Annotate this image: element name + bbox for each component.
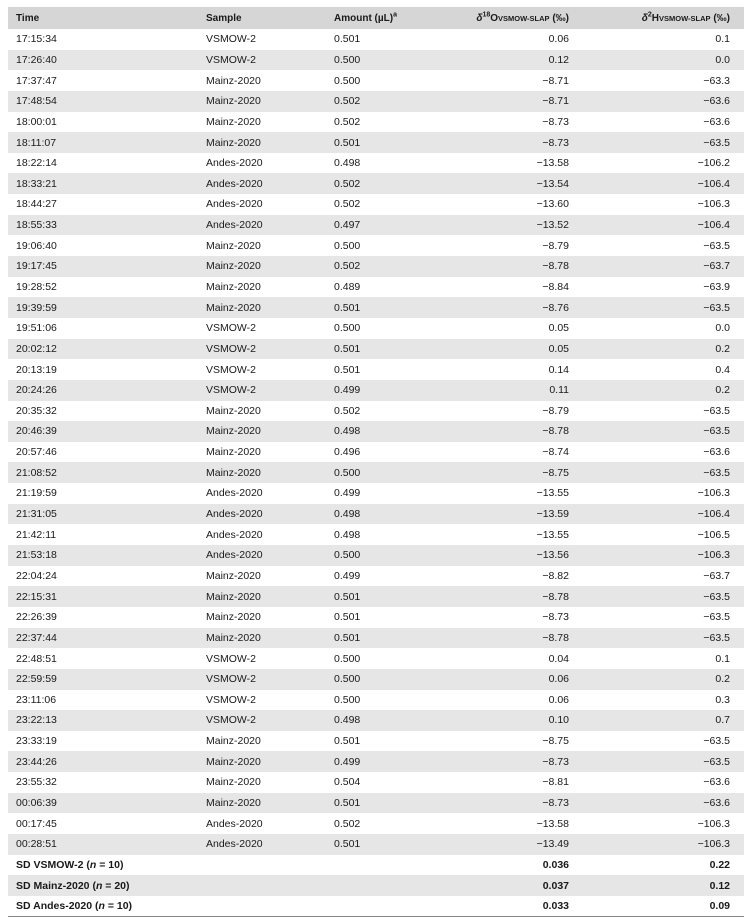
- cell-amount: 0.500: [334, 673, 361, 686]
- cell-amount: 0.496: [334, 446, 361, 459]
- cell-sample: VSMOW-2: [206, 384, 256, 397]
- cell-delta-o18: −13.58: [536, 817, 569, 830]
- table-row: [8, 524, 744, 545]
- cell-amount: 0.498: [334, 425, 361, 438]
- cell-sample: Andes-2020: [206, 817, 263, 830]
- cell-time: 21:31:05: [16, 508, 57, 521]
- table-row: [8, 91, 744, 112]
- table-row: [8, 339, 744, 360]
- cell-time: 21:53:18: [16, 549, 57, 562]
- cell-delta-h2: −63.5: [703, 425, 730, 438]
- cell-amount: 0.504: [334, 776, 361, 789]
- cell-sample: Mainz-2020: [206, 590, 261, 603]
- cell-delta-o18: 0.10: [548, 714, 569, 727]
- cell-delta-o18: 0.11: [549, 384, 569, 397]
- cell-delta-o18: −8.73: [542, 115, 569, 128]
- table-row: [8, 648, 744, 669]
- cell-sample: VSMOW-2: [206, 673, 256, 686]
- table-row: [8, 731, 744, 752]
- cell-time: 18:11:07: [16, 136, 57, 149]
- cell-delta-h2: 0.0: [715, 322, 730, 335]
- cell-sample: VSMOW-2: [206, 714, 256, 727]
- cell-time: 19:06:40: [16, 239, 57, 252]
- cell-delta-o18: −8.75: [542, 466, 569, 479]
- cell-delta-h2: −63.9: [703, 281, 730, 293]
- cell-delta-o18: 0.05: [548, 342, 569, 355]
- table-row: [8, 29, 744, 50]
- cell-amount: 0.501: [334, 590, 361, 603]
- cell-delta-o18: 0.14: [548, 363, 569, 376]
- cell-delta-o18: −8.71: [542, 74, 569, 87]
- cell-sample: Mainz-2020: [206, 74, 261, 87]
- cell-amount: 0.500: [334, 322, 361, 335]
- cell-sample: VSMOW-2: [206, 693, 256, 706]
- cell-time: 22:15:31: [16, 590, 57, 603]
- cell-time: 00:28:51: [16, 838, 57, 851]
- cell-delta-h2: 0.4: [715, 363, 730, 376]
- cell-amount: 0.502: [334, 95, 361, 108]
- cell-sample: Mainz-2020: [206, 115, 261, 128]
- cell-sample: Mainz-2020: [206, 776, 261, 789]
- cell-delta-h2: −63.7: [703, 260, 730, 273]
- cell-time: 20:35:32: [16, 404, 57, 417]
- cell-delta-h2: −106.4: [697, 177, 730, 190]
- cell-delta-o18: −8.74: [542, 446, 569, 459]
- cell-delta-h2: 0.7: [715, 714, 730, 727]
- cell-delta-o18: −13.54: [536, 177, 569, 190]
- sd-label: SD VSMOW-2 (n = 10): [16, 858, 124, 871]
- cell-delta-o18: −13.60: [536, 198, 569, 211]
- table-row: [8, 545, 744, 566]
- cell-time: 19:39:59: [16, 301, 57, 314]
- cell-amount: 0.500: [334, 549, 361, 562]
- cell-amount: 0.500: [334, 693, 361, 706]
- table-row: [8, 359, 744, 380]
- cell-amount: 0.500: [334, 74, 361, 87]
- table-row: [8, 277, 744, 298]
- cell-time: 21:08:52: [16, 466, 57, 479]
- cell-sample: Andes-2020: [206, 157, 263, 170]
- table-row: [8, 462, 744, 483]
- cell-time: 18:55:33: [16, 219, 57, 232]
- cell-amount: 0.502: [334, 260, 361, 273]
- cell-time: 18:33:21: [16, 177, 57, 190]
- cell-delta-h2: −63.5: [703, 755, 730, 768]
- cell-time: 18:44:27: [16, 198, 57, 211]
- cell-amount: 0.489: [334, 281, 361, 293]
- cell-delta-h2: −63.5: [703, 466, 730, 479]
- sd-delta-h2: 0.22: [709, 858, 730, 871]
- cell-sample: Andes-2020: [206, 219, 263, 232]
- table-row: [8, 607, 744, 628]
- cell-delta-o18: −8.84: [542, 281, 569, 293]
- cell-time: 23:55:32: [16, 776, 57, 789]
- cell-time: 23:44:26: [16, 755, 57, 768]
- cell-amount: 0.501: [334, 631, 361, 644]
- cell-sample: Mainz-2020: [206, 239, 261, 252]
- cell-amount: 0.502: [334, 177, 361, 190]
- cell-delta-o18: −8.71: [542, 95, 569, 108]
- cell-delta-h2: 0.3: [715, 693, 730, 706]
- cell-sample: Mainz-2020: [206, 136, 261, 149]
- cell-delta-h2: −63.6: [703, 446, 730, 459]
- cell-amount: 0.501: [334, 838, 361, 851]
- cell-sample: VSMOW-2: [206, 363, 256, 376]
- cell-amount: 0.502: [334, 115, 361, 128]
- cell-delta-o18: −8.81: [542, 776, 569, 789]
- cell-sample: Mainz-2020: [206, 404, 261, 417]
- cell-delta-h2: −106.3: [697, 487, 730, 500]
- cell-time: 19:51:06: [16, 322, 57, 335]
- cell-sample: Mainz-2020: [206, 611, 261, 624]
- table-row: [8, 153, 744, 174]
- cell-time: 18:00:01: [16, 115, 57, 128]
- cell-delta-o18: −8.79: [542, 239, 569, 252]
- cell-sample: VSMOW-2: [206, 322, 256, 335]
- sd-label: SD Andes-2020 (n = 10): [16, 899, 133, 912]
- cell-amount: 0.501: [334, 797, 361, 810]
- cell-delta-h2: −106.5: [697, 528, 730, 541]
- cell-delta-o18: −8.78: [542, 631, 569, 644]
- cell-sample: Andes-2020: [206, 198, 263, 211]
- cell-amount: 0.501: [334, 136, 361, 149]
- cell-sample: Mainz-2020: [206, 569, 261, 582]
- cell-amount: 0.500: [334, 652, 361, 665]
- cell-time: 20:02:12: [16, 342, 57, 355]
- cell-sample: Andes-2020: [206, 508, 263, 521]
- table-row: [8, 772, 744, 793]
- sd-delta-h2: 0.09: [709, 899, 730, 912]
- cell-time: 17:15:34: [16, 33, 57, 46]
- cell-delta-o18: 0.06: [548, 693, 569, 706]
- cell-time: 22:59:59: [16, 673, 57, 686]
- cell-delta-h2: 0.1: [715, 33, 730, 46]
- cell-sample: VSMOW-2: [206, 652, 256, 665]
- cell-delta-h2: −106.3: [697, 198, 730, 211]
- cell-delta-o18: −13.52: [536, 219, 569, 232]
- cell-delta-o18: −8.73: [542, 755, 569, 768]
- cell-delta-h2: −63.3: [703, 74, 730, 87]
- cell-amount: 0.502: [334, 817, 361, 830]
- sd-row: [8, 855, 744, 876]
- cell-time: 20:57:46: [16, 446, 57, 459]
- cell-delta-h2: 0.2: [715, 342, 730, 355]
- table-row: [8, 235, 744, 256]
- cell-delta-h2: −63.5: [703, 404, 730, 417]
- cell-delta-o18: −8.78: [542, 425, 569, 438]
- sd-delta-h2: 0.12: [709, 879, 730, 892]
- table-row: [8, 112, 744, 133]
- cell-delta-h2: −63.5: [703, 301, 730, 314]
- header-delta-h2: $\delta^2HVSMOW$-SLAP (‰): [641, 11, 730, 24]
- cell-time: 22:48:51: [16, 652, 57, 665]
- cell-delta-o18: −8.78: [542, 590, 569, 603]
- table-row: [8, 793, 744, 814]
- table-row: [8, 483, 744, 504]
- cell-time: 21:19:59: [16, 487, 57, 500]
- cell-delta-h2: −106.4: [697, 508, 730, 521]
- cell-sample: Mainz-2020: [206, 446, 261, 459]
- cell-delta-o18: −8.79: [542, 404, 569, 417]
- cell-time: 22:04:24: [16, 569, 57, 582]
- cell-delta-o18: 0.05: [548, 322, 569, 335]
- cell-amount: 0.500: [334, 239, 361, 252]
- table-row: [8, 690, 744, 711]
- cell-amount: 0.498: [334, 508, 361, 521]
- cell-delta-o18: −13.55: [536, 528, 569, 541]
- cell-sample: Mainz-2020: [206, 301, 261, 314]
- sd-row: [8, 875, 744, 896]
- cell-delta-o18: 0.04: [548, 652, 569, 665]
- cell-time: 20:13:19: [16, 363, 57, 376]
- table-row: [8, 215, 744, 236]
- cell-time: 23:11:06: [16, 693, 57, 706]
- cell-delta-h2: −106.4: [697, 219, 730, 232]
- cell-amount: 0.499: [334, 487, 361, 500]
- table-row: [8, 421, 744, 442]
- cell-sample: Mainz-2020: [206, 797, 261, 810]
- cell-delta-h2: −63.6: [703, 95, 730, 108]
- cell-sample: Mainz-2020: [206, 755, 261, 768]
- cell-amount: 0.501: [334, 301, 361, 314]
- cell-delta-h2: −63.5: [703, 136, 730, 149]
- cell-delta-h2: −63.5: [703, 239, 730, 252]
- cell-time: 19:17:45: [16, 260, 57, 273]
- cell-time: 17:48:54: [16, 95, 57, 108]
- cell-sample: Andes-2020: [206, 487, 263, 500]
- cell-delta-o18: −8.75: [542, 735, 569, 748]
- cell-amount: 0.498: [334, 528, 361, 541]
- cell-amount: 0.499: [334, 569, 361, 582]
- table-row: [8, 669, 744, 690]
- cell-sample: Mainz-2020: [206, 281, 261, 293]
- cell-delta-h2: 0.0: [715, 53, 730, 66]
- cell-time: 22:37:44: [16, 631, 57, 644]
- cell-delta-h2: −106.3: [697, 549, 730, 562]
- cell-time: 17:26:40: [16, 53, 57, 66]
- cell-delta-h2: −63.6: [703, 776, 730, 789]
- table-row: [8, 710, 744, 731]
- cell-delta-h2: 0.2: [715, 384, 730, 397]
- table-row: [8, 70, 744, 91]
- sd-label: SD Mainz-2020 (n = 20): [16, 879, 130, 892]
- cell-delta-h2: −106.3: [697, 817, 730, 830]
- cell-amount: 0.498: [334, 714, 361, 727]
- cell-delta-o18: −13.49: [536, 838, 569, 851]
- header-time: Time: [16, 12, 40, 24]
- table-row: [8, 194, 744, 215]
- cell-time: 19:28:52: [16, 281, 57, 293]
- cell-sample: Mainz-2020: [206, 735, 261, 748]
- cell-time: 23:22:13: [16, 714, 57, 727]
- table-row: [8, 256, 744, 277]
- table-row: [8, 401, 744, 422]
- cell-amount: 0.501: [334, 342, 361, 355]
- cell-amount: 0.499: [334, 755, 361, 768]
- cell-delta-o18: −13.55: [536, 487, 569, 500]
- cell-delta-o18: −13.58: [536, 157, 569, 170]
- table-row: [8, 442, 744, 463]
- cell-amount: 0.497: [334, 219, 361, 232]
- cell-delta-o18: −8.82: [542, 569, 569, 582]
- header-sample: Sample: [206, 12, 242, 24]
- cell-delta-o18: −13.56: [536, 549, 569, 562]
- isotope-data-table: [8, 7, 744, 917]
- cell-sample: Mainz-2020: [206, 466, 261, 479]
- cell-amount: 0.502: [334, 404, 361, 417]
- table-row: [8, 566, 744, 587]
- cell-delta-h2: −63.5: [703, 735, 730, 748]
- header-delta-o18: $\delta^{18}OVSMOW$-SLAP (‰): [476, 11, 569, 24]
- cell-delta-o18: −8.76: [542, 301, 569, 314]
- cell-amount: 0.502: [334, 198, 361, 211]
- cell-amount: 0.500: [334, 466, 361, 479]
- cell-amount: 0.500: [334, 53, 361, 66]
- cell-delta-h2: −106.3: [697, 838, 730, 851]
- cell-time: 20:46:39: [16, 425, 57, 438]
- cell-sample: Mainz-2020: [206, 95, 261, 108]
- cell-amount: 0.501: [334, 363, 361, 376]
- header-amount: Amount $(\mu L)^a$: [334, 11, 397, 24]
- cell-delta-o18: −13.59: [536, 508, 569, 521]
- table-body: [8, 29, 744, 917]
- cell-sample: Mainz-2020: [206, 631, 261, 644]
- cell-delta-o18: 0.06: [548, 33, 569, 46]
- cell-amount: 0.498: [334, 157, 361, 170]
- table-row: [8, 318, 744, 339]
- table-row: [8, 751, 744, 772]
- cell-delta-h2: 0.2: [715, 673, 730, 686]
- table-row: [8, 586, 744, 607]
- cell-amount: 0.501: [334, 33, 361, 46]
- cell-delta-o18: −8.73: [542, 611, 569, 624]
- cell-delta-h2: −63.5: [703, 611, 730, 624]
- cell-amount: 0.499: [334, 384, 361, 397]
- table-header: [8, 7, 744, 29]
- cell-sample: Andes-2020: [206, 177, 263, 190]
- cell-delta-o18: −8.78: [542, 260, 569, 273]
- table-row: [8, 834, 744, 855]
- table-row: [8, 173, 744, 194]
- cell-delta-h2: −63.6: [703, 797, 730, 810]
- cell-time: 21:42:11: [16, 528, 57, 541]
- cell-time: 22:26:39: [16, 611, 57, 624]
- cell-sample: Andes-2020: [206, 528, 263, 541]
- cell-delta-o18: −8.73: [542, 797, 569, 810]
- table-row: [8, 504, 744, 525]
- cell-sample: VSMOW-2: [206, 53, 256, 66]
- cell-delta-h2: −63.7: [703, 569, 730, 582]
- cell-delta-h2: −106.2: [697, 157, 730, 170]
- table-row: [8, 50, 744, 71]
- cell-delta-h2: −63.6: [703, 115, 730, 128]
- cell-time: 00:17:45: [16, 817, 57, 830]
- cell-sample: VSMOW-2: [206, 342, 256, 355]
- table-row: [8, 380, 744, 401]
- sd-row: [8, 896, 744, 917]
- cell-delta-o18: 0.06: [548, 673, 569, 686]
- cell-time: 17:37:47: [16, 74, 57, 87]
- cell-delta-o18: 0.12: [548, 53, 569, 66]
- cell-delta-o18: −8.73: [542, 136, 569, 149]
- cell-time: 23:33:19: [16, 735, 57, 748]
- cell-delta-h2: −63.5: [703, 631, 730, 644]
- sd-delta-o18: 0.036: [542, 858, 569, 871]
- table-row: [8, 813, 744, 834]
- table-row: [8, 132, 744, 153]
- cell-delta-h2: 0.1: [715, 652, 730, 665]
- cell-delta-h2: −63.5: [703, 590, 730, 603]
- cell-amount: 0.501: [334, 735, 361, 748]
- sd-delta-o18: 0.033: [542, 899, 569, 912]
- cell-time: 20:24:26: [16, 384, 57, 397]
- sd-delta-o18: 0.037: [542, 879, 569, 892]
- cell-sample: VSMOW-2: [206, 33, 256, 46]
- cell-time: 18:22:14: [16, 157, 57, 170]
- cell-sample: Mainz-2020: [206, 260, 261, 273]
- cell-sample: Andes-2020: [206, 549, 263, 562]
- table-row: [8, 297, 744, 318]
- cell-sample: Mainz-2020: [206, 425, 261, 438]
- cell-time: 00:06:39: [16, 797, 57, 810]
- table-row: [8, 628, 744, 649]
- cell-amount: 0.501: [334, 611, 361, 624]
- cell-sample: Andes-2020: [206, 838, 263, 851]
